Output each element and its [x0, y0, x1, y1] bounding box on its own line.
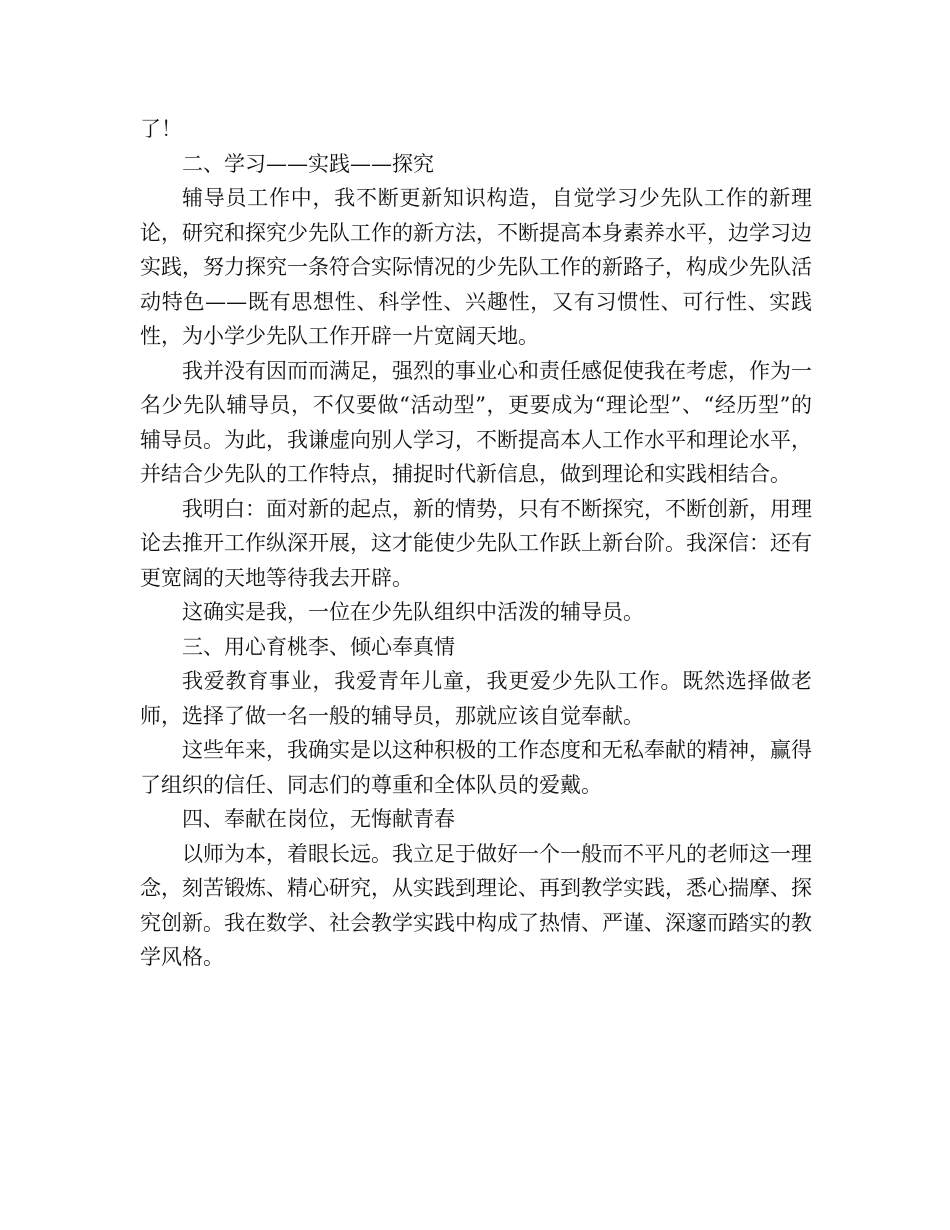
paragraph: 我并没有因而而满足，强烈的事业心和责任感促使我在考虑，作为一名少先队辅导员，不仅要做“活动型”，更要成为“理论型”、“经历型”的辅导员。为此，我谦虚向别人学习，不断提高本人工作水平和理论水平，并结合少先队的工作特点，捕捉时代新信息，做到理论和实践相结合。	[140, 358, 812, 486]
paragraph: 以师为本，着眼长远。我立足于做好一个一般而不平凡的老师这一理念，刻苦锻炼、精心研究，从实践到理论、再到教学实践，悉心揣摩、探究创新。我在数学、社会教学实践中构成了热情、严谨、深邃而踏实的教学风格。	[140, 841, 812, 969]
paragraph: 我明白：面对新的起点，新的情势，只有不断探究，不断创新，用理论去推开工作纵深开展，这才能使少先队工作跃上新台阶。我深信：还有更宽阔的天地等待我去开辟。	[140, 496, 812, 590]
section-heading-2: 二、学习——实践——探究	[182, 151, 434, 176]
paragraph-continuation: 了！	[140, 117, 182, 141]
document-body	[140, 112, 812, 975]
paragraph: 辅导员工作中，我不断更新知识构造，自觉学习少先队工作的新理论，研究和探究少先队工作的新方法，不断提高本身素养水平，边学习边实践，努力探究一条符合实际情况的少先队工作的新路子，构成少先队活动特色——既有思想性、科学性、兴趣性，又有习惯性、可行性、实践性，为小学少先队工作开辟一片宽阔天地。	[140, 186, 812, 348]
paragraph: 我爱教育事业，我爱青年儿童，我更爱少先队工作。既然选择做老师，选择了做一名一般的辅导员，那就应该自觉奉献。	[140, 669, 812, 728]
section-heading-4: 四、奉献在岗位，无悔献青春	[182, 807, 455, 831]
paragraph: 这确实是我，一位在少先队组织中活泼的辅导员。	[182, 600, 644, 624]
paragraph: 这些年来，我确实是以这种积极的工作态度和无私奉献的精神，赢得了组织的信任、同志们的尊重和全体队员的爱戴。	[140, 738, 812, 797]
section-heading-3: 三、用心育桃李、倾心奉真情	[182, 634, 455, 659]
